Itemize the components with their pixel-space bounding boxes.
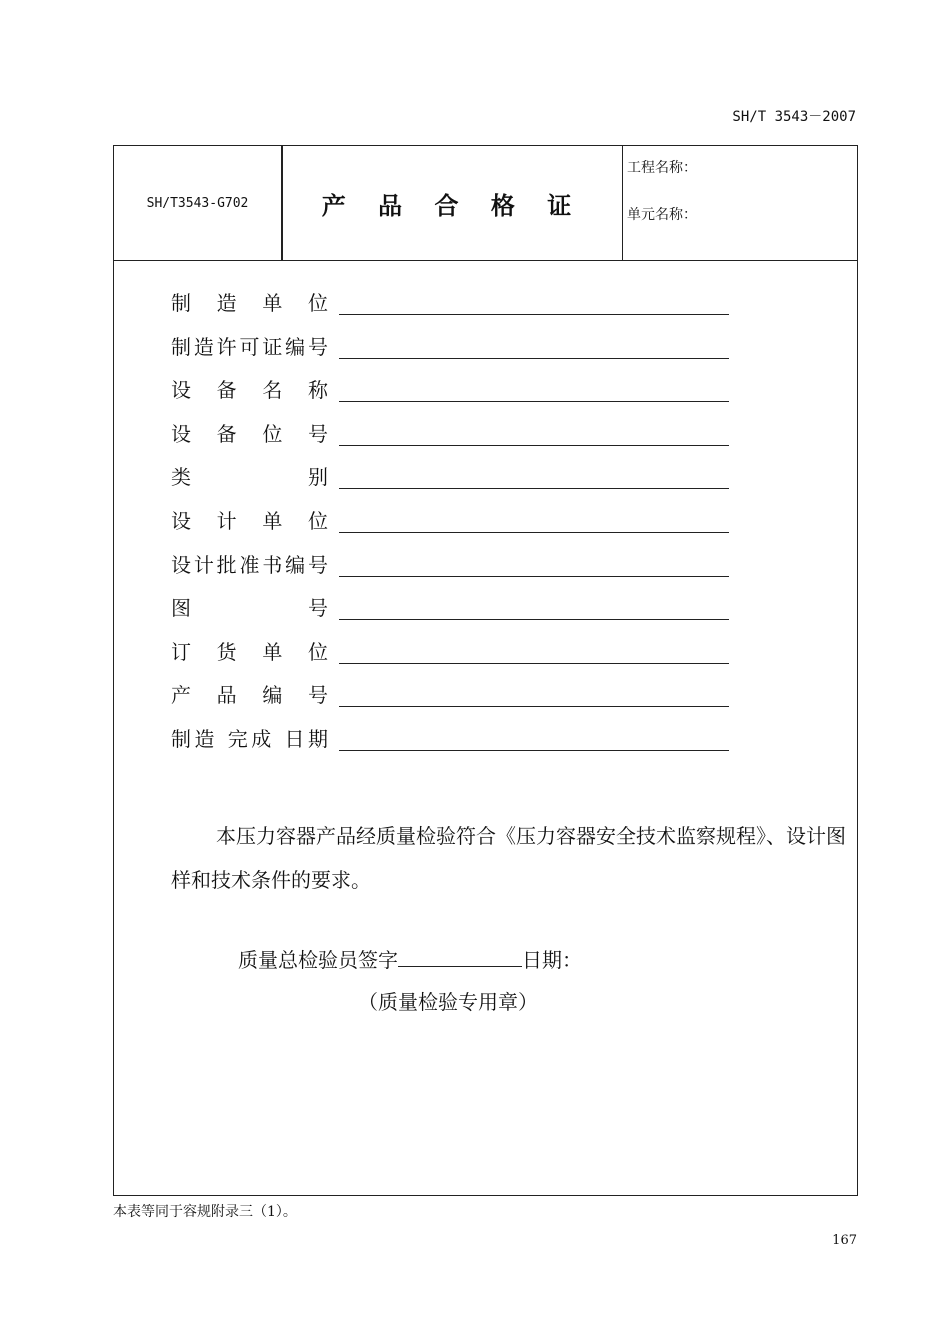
form-code: SH/T3543-G702 [114, 146, 283, 260]
field-label: 图 号 [171, 596, 328, 621]
field-label: 制造许可证编号 [171, 334, 328, 359]
field-input-line[interactable] [339, 532, 729, 533]
compliance-statement: 本压力容器产品经质量检验符合《压力容器安全技术监察规程》、设计图样和技术条件的要求。 [171, 824, 846, 892]
page-number: 167 [832, 1233, 857, 1248]
field-input-line[interactable] [339, 401, 729, 402]
field-label: 订 货 单 位 [171, 639, 328, 664]
field-input-line[interactable] [339, 576, 729, 577]
standard-code: SH/T 3543－2007 [732, 109, 856, 125]
field-input-line[interactable] [339, 706, 729, 707]
signature-row [238, 944, 582, 974]
field-label: 设 备 名 称 [171, 378, 328, 403]
project-info-cell [623, 146, 857, 260]
field-input-line[interactable] [339, 663, 729, 664]
field-input-line[interactable] [339, 314, 729, 315]
field-input-line[interactable] [339, 445, 729, 446]
footnote: 本表等同于容规附录三（1）。 [113, 1204, 297, 1220]
field-label: 制 造 单 位 [171, 291, 328, 315]
field-label: 设 计 单 位 [171, 508, 328, 533]
date-label: 日期： [522, 948, 582, 972]
unit-name-label: 单元名称： [627, 207, 697, 223]
field-input-line[interactable] [339, 488, 729, 489]
form-header [114, 146, 857, 261]
field-label: 制造 完成 日期 [171, 726, 328, 751]
seal-text: （质量检验专用章） [358, 990, 538, 1014]
inspector-signature-label: 质量总检验员签字 [238, 948, 398, 972]
field-label: 类 别 [171, 465, 328, 490]
project-name-label: 工程名称： [627, 160, 697, 176]
form-title: 产 品 合 格 证 [283, 146, 623, 260]
field-label: 设 备 位 号 [171, 421, 328, 446]
field-label: 产 品 编 号 [171, 683, 328, 708]
signature-blank[interactable] [398, 944, 522, 967]
field-input-line[interactable] [339, 358, 729, 359]
field-label: 设计批准书编号 [171, 552, 328, 577]
certificate-form [113, 145, 858, 1196]
field-input-line[interactable] [339, 619, 729, 620]
field-input-line[interactable] [339, 750, 729, 751]
